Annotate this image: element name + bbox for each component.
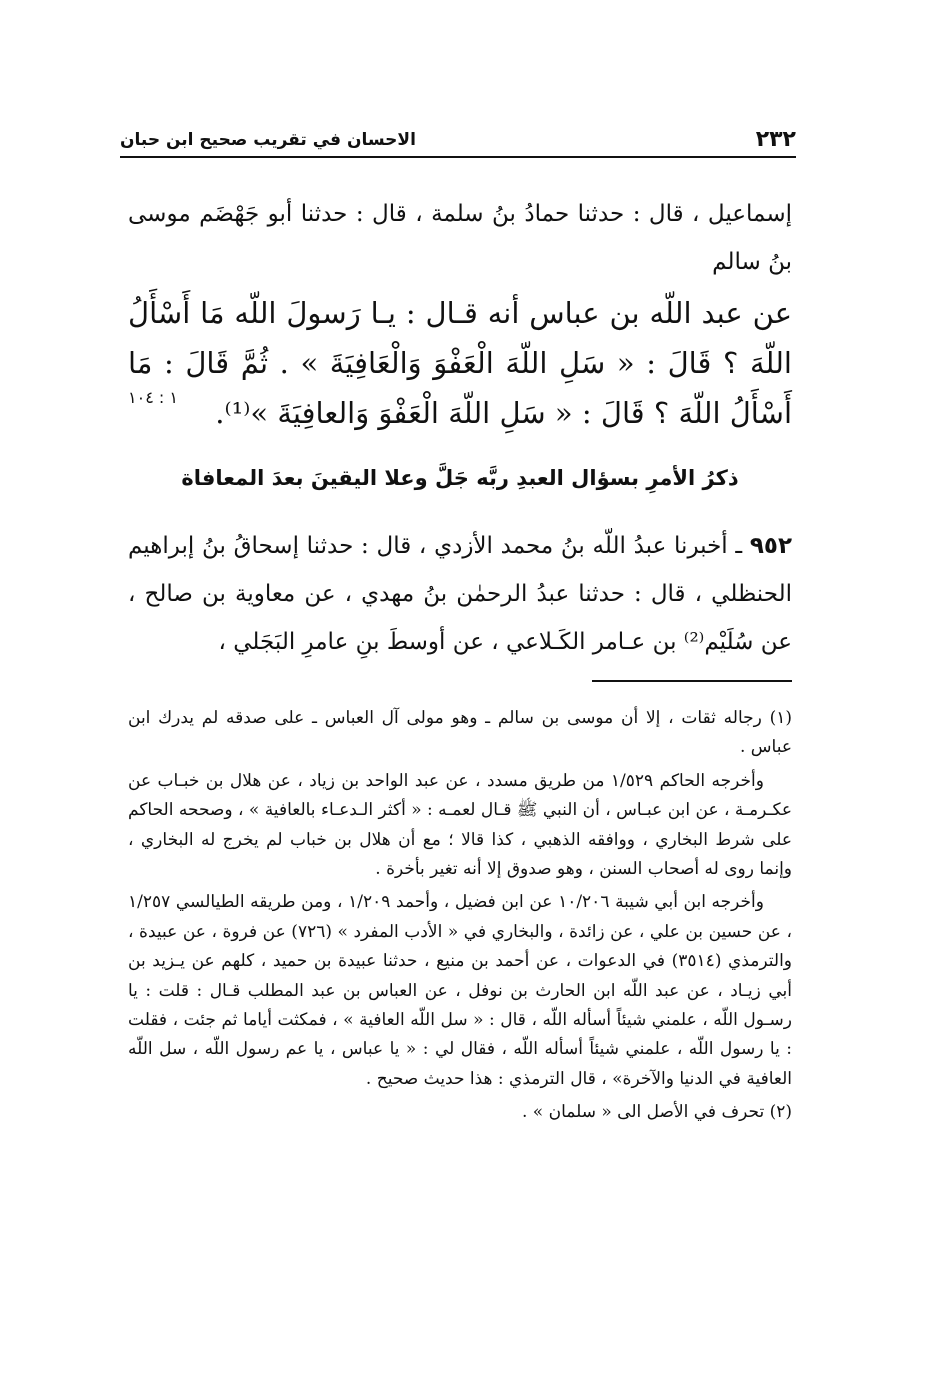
footnote-1-paragraph-2: وأخرجه الحاكم ١/٥٢٩ من طريق مسدد ، عن عبد الواحد بن زياد ، عن هلال بن خبـاب عن عكـرمـة ، عن ابن عبـاس ، أن النبي ﷺ قـال لعمـه : « أكثر الـدعـاء بالعافية » ، وصححه الحاكم على شرط البخاري ، ووافقه الذهبي ، كذا قالا ؛ مع أن هلال بن خباب لم يخرج له البخاري ، وإنما روى له أصحاب السنن ، وهو صدوق إلا أنه تغير بأخرة . [128,770,792,880]
footnote-1: (١) رجاله ثقات ، إلا أن موسى بن سالم ـ وهو مولى آل العباس ـ على صدقه لم يدرك ابن عباس . [128,708,792,758]
source-reference: ١ : ١٠٤ [128,388,178,407]
page-number: ٢٣٢ [755,127,796,152]
hadith-952-text: ـ أخبرنا عبدُ اللّه بنُ محمد الأزدي ، قال : حدثنا إسحاقُ بنُ إبراهيم الحنظلي ، قال : حدثنا عبدُ الرحمٰن بنُ مهدي ، عن معاوية بن صالح ، عن سُلَيْم⁽²⁾ بن عـامر الكَـلاعي ، عن أوسطَ بنِ عامرِ البَجَلي ، [128,533,792,655]
footnote-1-paragraph-3: وأخرجه ابن أبي شيبة ١٠/٢٠٦ عن ابن فضيل ، وأحمد ١/٢٠٩ ، ومن طريقه الطيالسي ١/٢٥٧ ، عن حسين بن علي ، عن زائدة ، والبخاري في « الأدب المفرد » (٧٢٦) عن فروة ، عن عبيدة ، والترمذي (٣٥١٤) في الدعوات ، عن أحمد بن منيع ، حدثنا عبيدة بن حميد ، كلهم عن يـزيد بن أبي زيـاد ، عن عبد اللّه ابن الحارث بن نوفل ، عن العباس بن عبد المطلب قـال : قلت : يا رسـول اللّه ، علمني شيئاً أسأله اللّه ، قال : « سل اللّه العافية » ، فمكثت أياما ثم جئت ، فقلت : يا رسول اللّه ، علمني شيئاً أسأله اللّه ، فقال لي : « يا عباس ، يا عم رسول اللّه ، سل اللّه العافية في الدنيا والآخرة» ، قال الترمذي : هذا حديث صحيح . [128,892,792,1089]
footnote-separator [592,680,792,682]
footnote-2: (٢) تحرف في الأصل الى « سلمان » . [521,1102,792,1123]
hadith-952 [128,522,792,666]
footnotes [128,704,792,1132]
page-header [120,112,796,158]
hadith-number: ٩٥٢ [749,533,792,559]
hadith-matn: عن عبد اللّه بن عباس أنه قـال : يـا رَسولَ اللّه مَا أَسْأَلُ اللّهَ ؟ قَالَ : « سَلِ اللّهَ الْعَفْوَ وَالْعَافِيَةَ » . ثُمَّ قَالَ : مَا أَسْأَلُ اللّهَ ؟ قَالَ : « سَلِ اللّهَ الْعَفْوَ وَالعافِيَةَ »⁽¹⁾. [128,296,792,430]
running-title: الاحسان في تقريب صحيح ابن حبان [120,130,416,150]
section-heading: ذكرُ الأمرِ بسؤال العبدِ ربَّه جَلَّ وعلا اليقينَ بعدَ المعافاة [181,466,739,490]
isnad-continuation: إسماعيل ، قال : حدثنا حمادُ بنُ سلمة ، قال : حدثنا أبو جَهْضَم موسى بنُ سالم [128,201,792,275]
